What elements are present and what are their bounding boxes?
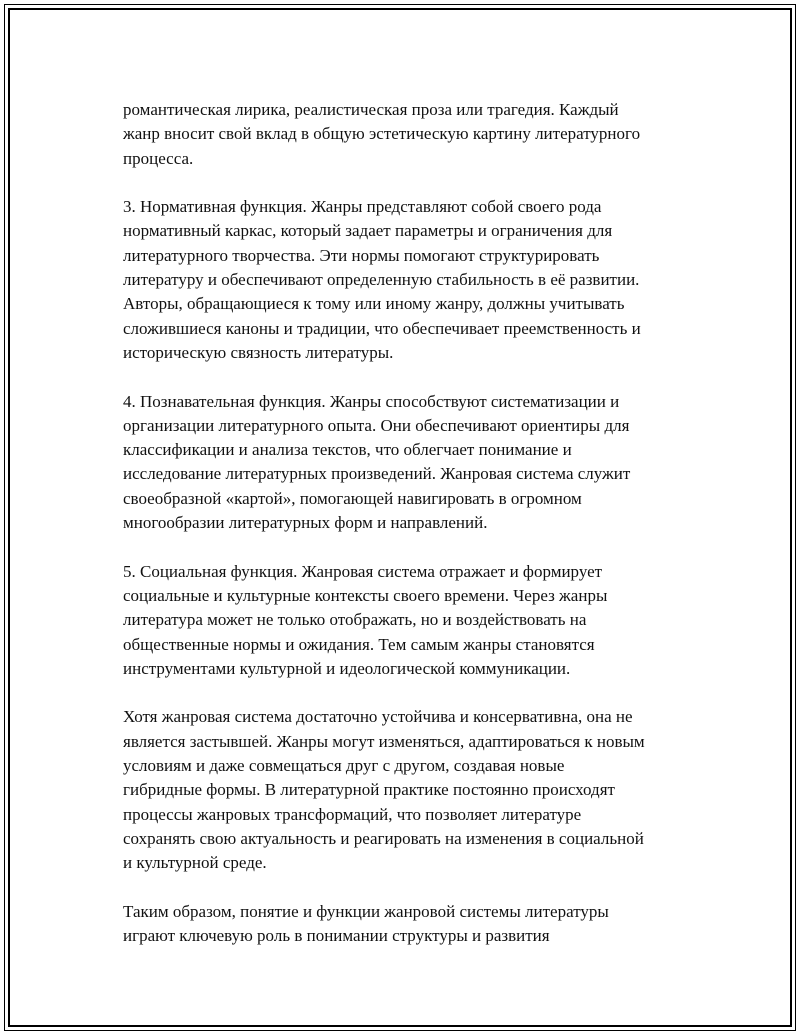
document-body bbox=[123, 98, 698, 948]
page-frame bbox=[4, 4, 796, 1031]
paragraph-normative-function: 3. Нормативная функция. Жанры представляют собой своего рода нормативный каркас, который задает параметры и ограничения для литературного творчества. Эти нормы помогают структурировать литературу и обеспечивают определенную стабильность в её развитии. Авторы, обращающиеся к тому или иному жанру, должны учитывать сложившиеся каноны и традиции, что обеспечивает преемственность и историческую связность литературы. bbox=[123, 197, 641, 362]
paragraph-cognitive-function: 4. Познавательная функция. Жанры способствуют систематизации и организации литературного опыта. Они обеспечивают ориентиры для классификации и анализа текстов, что облегчает понимание и исследование литературных произведений. Жанровая система служит своеобразной «картой», помогающей навигировать в огромном многообразии литературных форм и направлений. bbox=[123, 391, 631, 533]
paragraph-genre-transformation: Хотя жанровая система достаточно устойчива и консервативна, она не является застывшей. Жанры могут изменяться, адаптироваться к новым условиям и даже совмещаться друг с другом, создавая новые гибридные формы. В литературной практике постоянно происходят процессы жанровых трансформаций, что позволяет литературе сохранять свою актуальность и реагировать на изменения в социальной и культурной среде. bbox=[123, 707, 645, 873]
paragraph-social-function: 5. Социальная функция. Жанровая система отражает и формирует социальные и культурные контексты своего времени. Через жанры литература может не только отображать, но и воздействовать на общественные нормы и ожидания. Тем самым жанры становятся инструментами культурной и идеологической коммуникации. bbox=[123, 561, 608, 678]
paragraph-conclusion: Таким образом, понятие и функции жанровой системы литературы играют ключевую роль в понимании структуры и развития bbox=[123, 901, 609, 946]
paragraph-genre-examples-continued: романтическая лирика, реалистическая проза или трагедия. Каждый жанр вносит свой вклад в общую эстетическую картину литературного процесса. bbox=[123, 100, 641, 168]
